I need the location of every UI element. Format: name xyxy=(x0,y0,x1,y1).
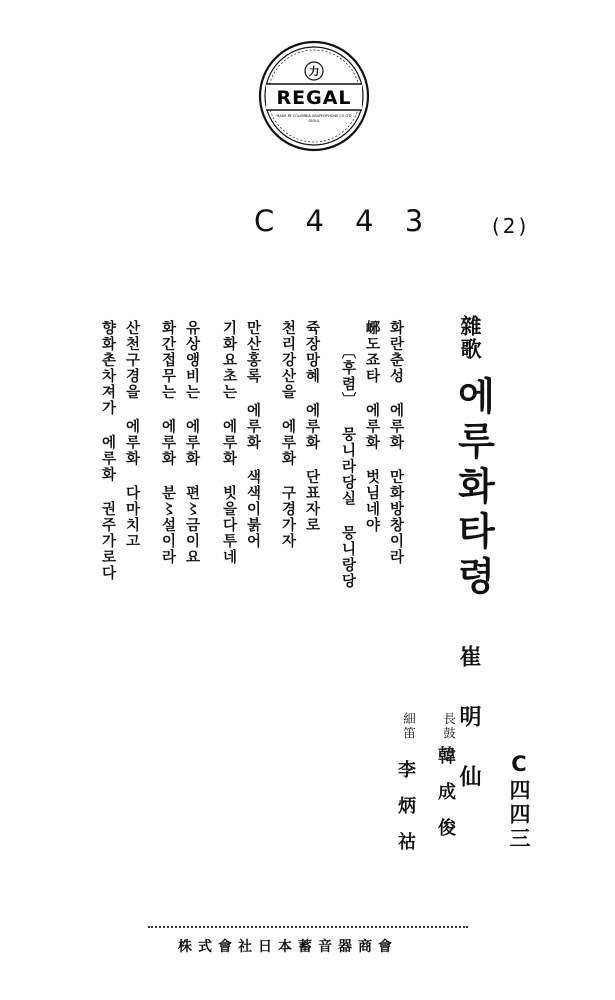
performer-name: 韓成俊 xyxy=(435,746,456,854)
instrument-label: 細笛 xyxy=(401,712,417,741)
instrument-label: 長鼓 xyxy=(441,712,457,741)
lyric-line: 쥭장망혜 에루화 단표자로 xyxy=(303,320,321,533)
genre-label: 雜歌 xyxy=(458,315,483,361)
lyric-line: 峫도죠타 에루화 벗님네야 xyxy=(363,320,381,533)
catalog-number: C 4 4 3 xyxy=(254,204,435,238)
lyric-line: 화란춘성 에루화 만화방창이라 xyxy=(387,320,405,565)
song-title: 에루화타령 xyxy=(451,376,496,601)
singer-name: 崔明仙 xyxy=(456,645,482,825)
catalog-kanji-number: 四四三 xyxy=(507,779,532,851)
logo-brand: REGAL xyxy=(276,87,352,109)
lyric-line: 향화촌차져가 에루화 권주가로다 xyxy=(99,320,117,581)
lyric-line: 기화요초는 에루화 빗을다투네 xyxy=(220,320,238,565)
performer-name: 李炳祜 xyxy=(395,760,416,868)
catalog-number-vertical xyxy=(508,752,530,851)
lyric-line: 산천구경을 에루화 다마치고 xyxy=(123,320,141,549)
publisher-footer: 株式會社日本蓄音器商會 xyxy=(178,939,398,955)
lyric-line: 만산홍록 에루화 색색이붉어 xyxy=(244,320,262,549)
lyric-line: 유상앵비는 에루화 편〻금이요 xyxy=(183,320,201,565)
logo-fine-print-2: SEOUL xyxy=(308,119,320,123)
lyric-refrain: 〔후렴〕 뭉니라당실 뭉니랑당 xyxy=(339,344,357,589)
regal-label-logo xyxy=(258,40,370,152)
catalog-prefix: C xyxy=(507,752,531,779)
logo-fine-print-1: MADE BY COLUMBIA GRAPHOPHONE CO LTD xyxy=(276,114,352,118)
logo-monogram: 力 xyxy=(308,65,320,78)
side-number: (2) xyxy=(492,214,530,238)
lyric-line: 화간접무는 에루화 분〻설이라 xyxy=(159,320,177,565)
lyric-line: 천리강산을 에루화 구경가자 xyxy=(279,320,297,549)
footer-divider xyxy=(148,926,468,928)
record-label-icon xyxy=(258,40,370,152)
